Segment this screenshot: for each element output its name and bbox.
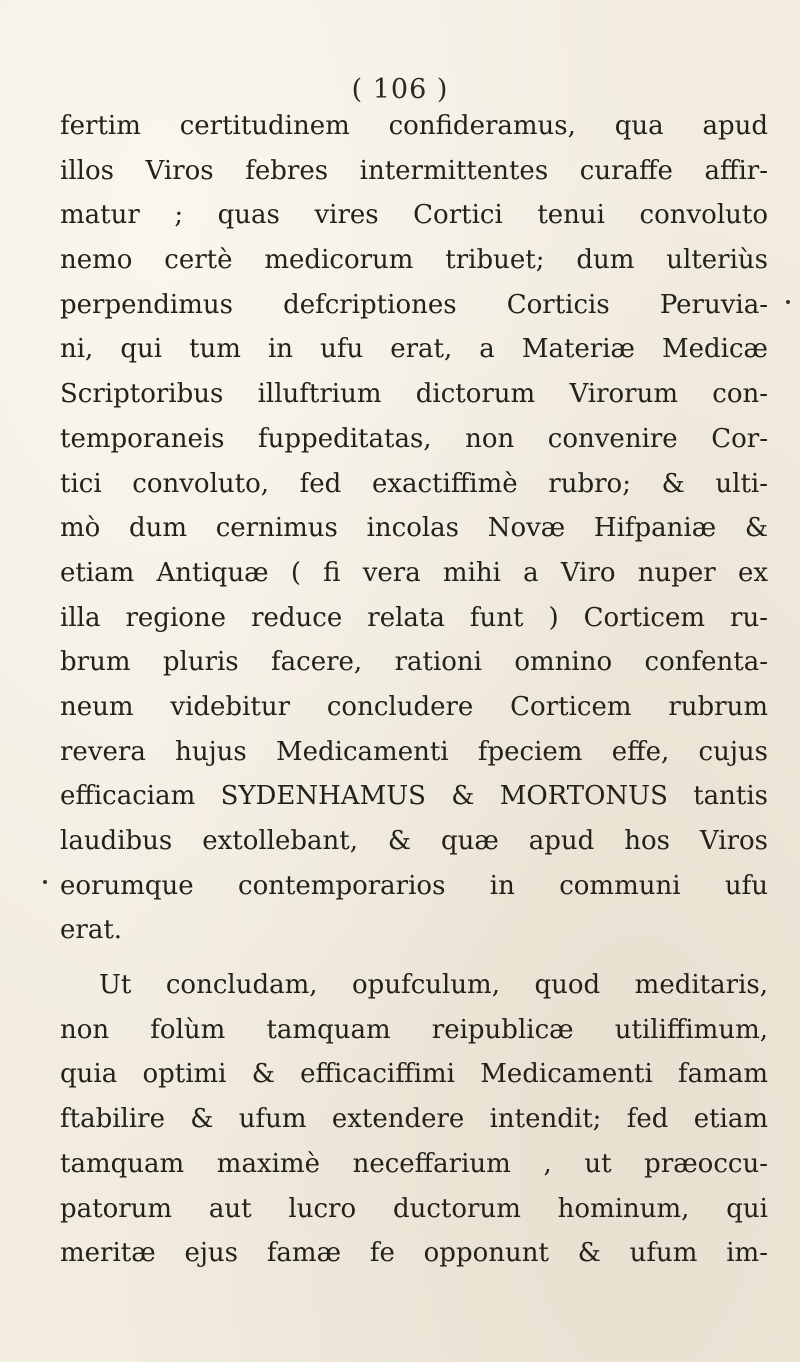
text-line: meritæ ejus famæ fe opponunt & ufum im- <box>60 1238 768 1269</box>
text-line: neum videbitur concludere Corticem rubrum <box>60 691 768 722</box>
text-line: erat. <box>60 915 123 946</box>
text-line: ftabilire & ufum extendere intendit; fed etiam <box>60 1104 768 1135</box>
text-line: efficaciam SYDENHAMUS & MORTONUS tantis <box>60 781 768 812</box>
body-text <box>60 104 768 1276</box>
ink-speck <box>43 880 47 884</box>
page-number: ( 106 ) <box>351 74 449 105</box>
text-line: brum pluris facere, rationi omnino confenta- <box>60 647 768 678</box>
text-line: fertim certitudinem confideramus, qua apud <box>60 111 768 141</box>
text-line: matur ; quas vires Cortici tenui convoluto <box>60 200 768 231</box>
text-line: patorum aut lucro ductorum hominum, qui <box>60 1193 768 1224</box>
text-line: quia optimi & efficaciffimi Medicamenti famam <box>60 1059 768 1090</box>
paragraph-gap <box>60 953 768 963</box>
text-line: nemo certè medicorum tribuet; dum ulteriùs <box>60 245 768 276</box>
text-line: tici convoluto, fed exactiffimè rubro; & ulti- <box>60 468 768 499</box>
text-line: tamquam maximè neceffarium , ut præoccu- <box>60 1148 768 1179</box>
paragraph-2 <box>60 963 768 1276</box>
ink-speck <box>786 300 790 304</box>
text-line: ni, qui tum in ufu erat, a Materiæ Medicæ <box>60 334 768 365</box>
text-line: mò dum cernimus incolas Novæ Hifpaniæ & <box>60 513 768 544</box>
text-line: illa regione reduce relata funt ) Corticem ru- <box>60 602 768 633</box>
text-line: laudibus extollebant, & quæ apud hos Viros <box>60 826 768 856</box>
text-line: illos Viros febres intermittentes curaffe affir- <box>60 155 768 186</box>
text-line: non folùm tamquam reipublicæ utiliffimum, <box>60 1014 768 1045</box>
text-line: revera hujus Medicamenti fpeciem effe, cujus <box>60 736 768 767</box>
text-line: eorumque contemporarios in communi ufu <box>60 870 768 901</box>
text-line: Ut concludam, opufculum, quod meditaris, <box>99 970 768 1001</box>
text-line: perpendimus defcriptiones Corticis Peruvia- <box>60 289 768 320</box>
text-line: etiam Antiquæ ( fi vera mihi a Viro nuper ex <box>60 557 768 588</box>
text-line: temporaneis fuppeditatas, non convenire Cor- <box>60 423 768 454</box>
paragraph-1 <box>60 104 768 953</box>
text-line: Scriptoribus illuftrium dictorum Virorum con- <box>60 379 768 410</box>
